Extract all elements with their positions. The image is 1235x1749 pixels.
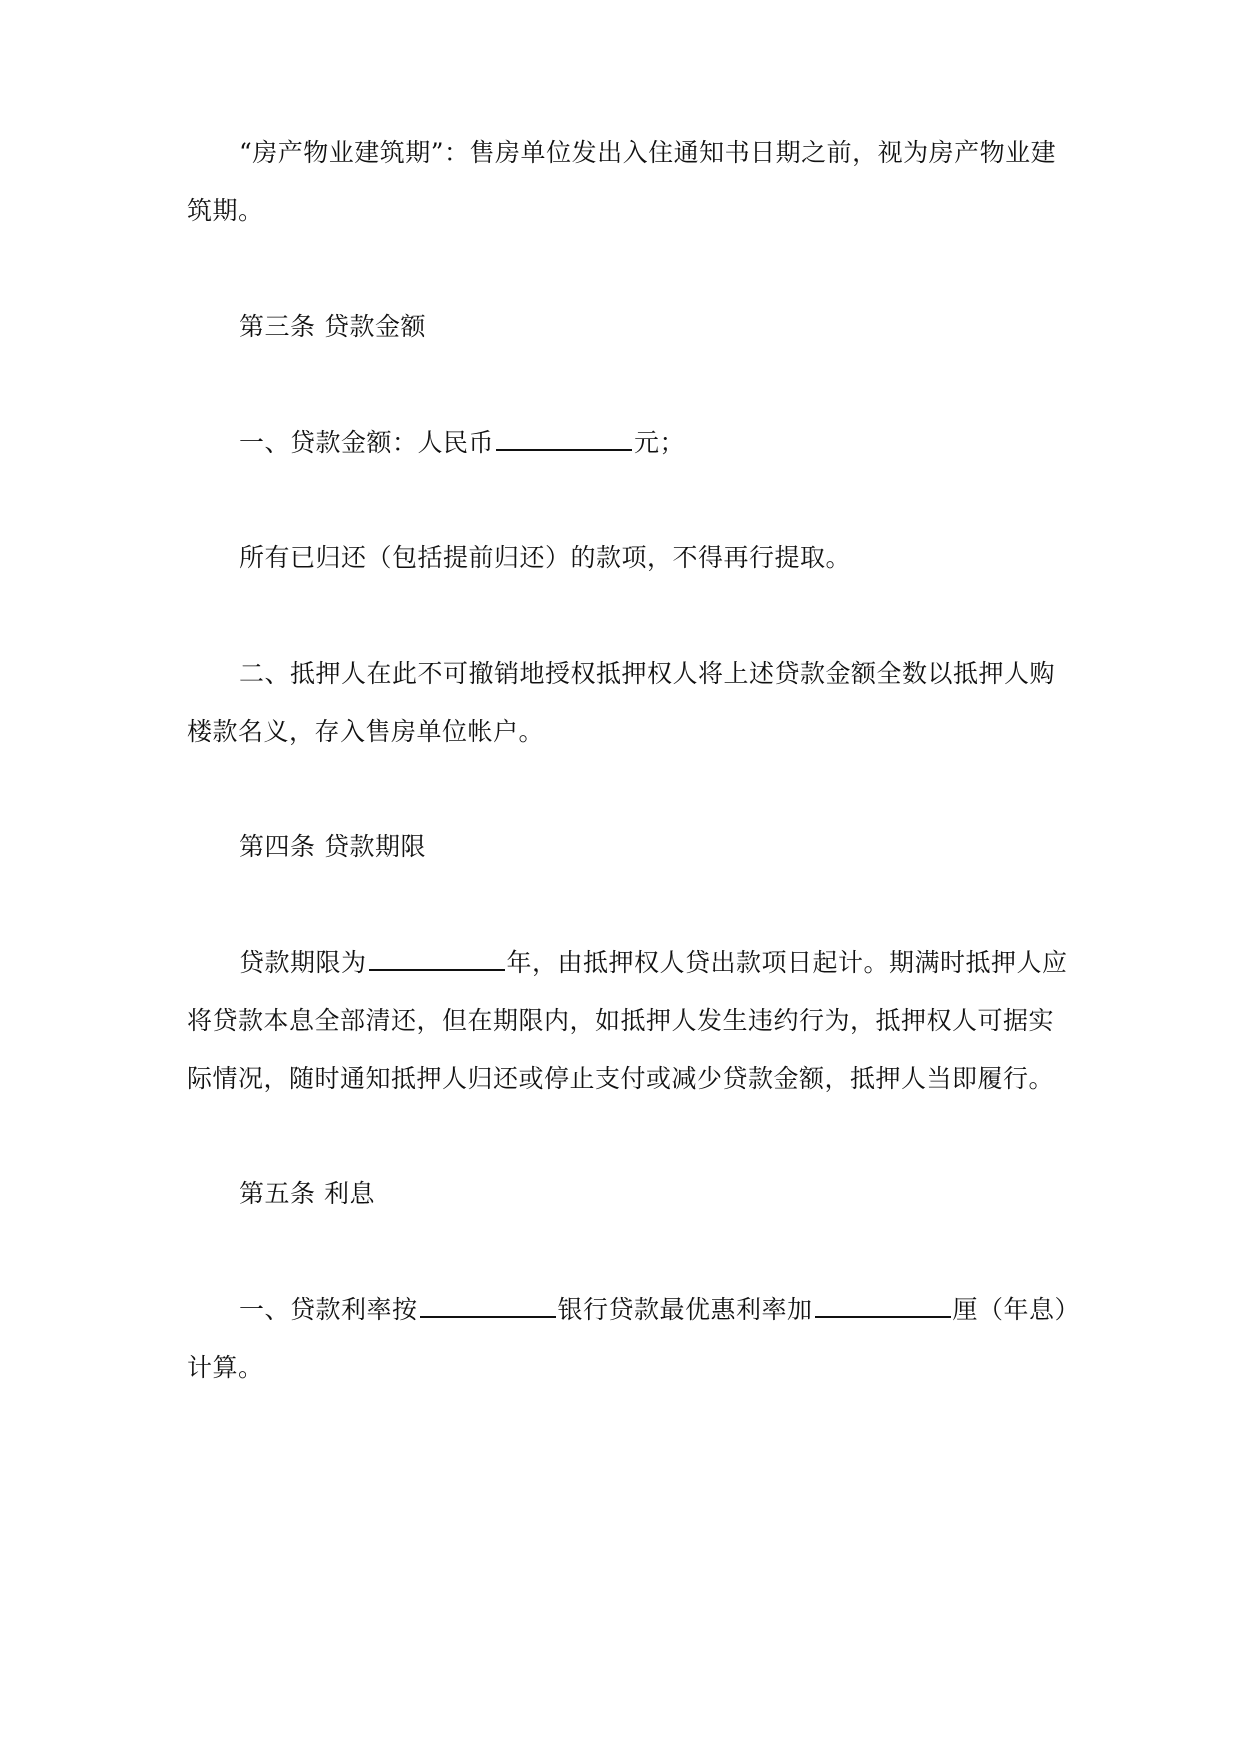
loan-amount-unit: 元； <box>634 428 686 457</box>
loan-term-blank <box>369 947 505 971</box>
interest-rate-text: 银行贷款最优惠利率加 <box>557 1295 813 1324</box>
article-4-heading: 第四条 贷款期限 <box>239 832 426 861</box>
loan-amount-blank <box>496 427 632 451</box>
rate-spread-blank <box>815 1294 951 1318</box>
article-5-item-1-line-2: 计算。 <box>187 1353 264 1382</box>
article-4-line-3: 际情况，随时通知抵押人归还或停止支付或减少贷款金额，抵押人当即履行。 <box>187 1064 1055 1093</box>
article-3-item-2-line-2: 楼款名义，存入售房单位帐户。 <box>187 717 545 746</box>
article-5-heading: 第五条 利息 <box>239 1179 375 1208</box>
article-5-item-1-line-1 <box>239 1293 1080 1327</box>
article-3-item-2-line-1: 二、抵押人在此不可撤销地授权抵押权人将上述贷款金额全数以抵押人购 <box>239 659 1056 688</box>
interest-rate-unit: 厘（年息） <box>952 1295 1081 1324</box>
article-3-note: 所有已归还（包括提前归还）的款项，不得再行提取。 <box>239 543 852 572</box>
loan-term-label: 贷款期限为 <box>239 948 367 977</box>
article-4-line-2: 将贷款本息全部清还，但在期限内，如抵押人发生违约行为，抵押权人可据实 <box>187 1006 1055 1035</box>
bank-name-blank <box>420 1294 556 1318</box>
definition-paragraph-line-1: “房产物业建筑期”：售房单位发出入住通知书日期之前，视为房产物业建 <box>239 138 1057 167</box>
loan-amount-label: 一、贷款金额：人民币 <box>239 428 495 457</box>
article-3-item-1 <box>239 426 685 460</box>
article-4-line-1 <box>239 946 1068 980</box>
definition-paragraph-line-2: 筑期。 <box>187 196 264 225</box>
interest-rate-label: 一、贷款利率按 <box>239 1295 418 1324</box>
article-3-heading: 第三条 贷款金额 <box>239 312 426 341</box>
loan-term-text: 年，由抵押权人贷出款项日起计。期满时抵押人应 <box>506 948 1068 977</box>
